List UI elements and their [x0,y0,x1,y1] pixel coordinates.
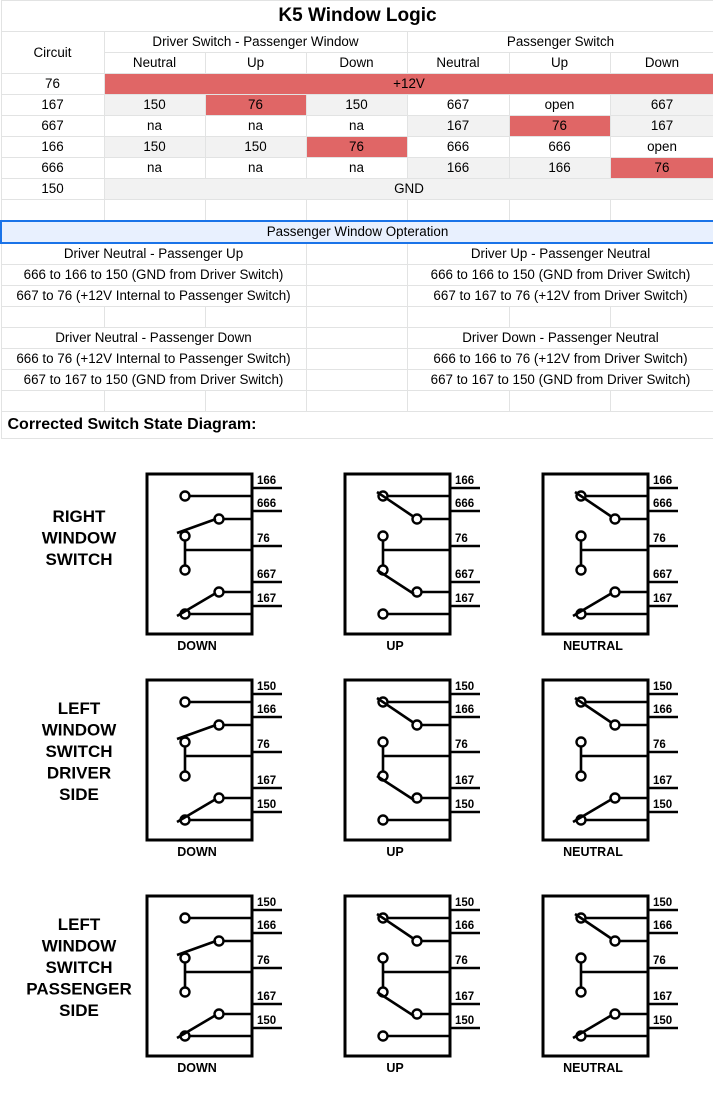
position-header[interactable]: Up [205,53,306,74]
terminal-contact [181,954,190,963]
terminal-label: 666 [257,498,277,510]
op-line[interactable]: 666 to 76 (+12V Internal to Passenger Switch) [1,349,306,370]
terminal-contact [181,566,190,575]
value-cell[interactable]: 76 [306,137,407,158]
terminal-label: 76 [257,955,270,967]
switch-housing [345,896,450,1056]
switch-position-label: DOWN [177,845,217,859]
value-cell[interactable]: 167 [407,116,509,137]
terminal-label: 167 [653,593,673,605]
switch-arm [573,593,612,616]
op-heading[interactable]: Driver Up - Passenger Neutral [407,243,713,265]
row-label-line: WINDOW [41,936,117,956]
empty-cell[interactable] [407,391,509,412]
circuit-header[interactable]: Circuit [1,32,104,74]
empty-cell[interactable] [306,243,407,265]
switch-position-label: NEUTRAL [563,639,623,653]
switch-state-diagram [0,438,713,1095]
terminal-label: 167 [455,775,475,787]
terminal-label: 150 [257,897,277,909]
position-header[interactable]: Neutral [104,53,205,74]
value-cell[interactable]: 667 [610,95,713,116]
empty-cell[interactable] [509,307,610,328]
terminal-label: 76 [455,739,468,751]
merged-cell-gnd[interactable]: GND [104,179,713,200]
terminal-label: 150 [257,1015,277,1027]
op-heading[interactable]: Driver Neutral - Passenger Down [1,328,306,349]
empty-cell[interactable] [306,370,407,391]
value-cell[interactable]: na [205,116,306,137]
value-cell[interactable]: 667 [407,95,509,116]
empty-cell[interactable] [306,265,407,286]
switch-arm [377,570,414,594]
empty-cell[interactable] [509,391,610,412]
terminal-contact [181,698,190,707]
row-label-line: SIDE [59,1001,99,1020]
row-label-line: LEFT [57,915,101,934]
switch-arm [177,941,216,955]
empty-cell[interactable] [1,200,104,222]
switch-arm [573,1015,612,1038]
terminal-label: 167 [257,593,277,605]
terminal-contact [577,772,586,781]
empty-cell[interactable] [306,349,407,370]
terminal-label: 76 [653,739,666,751]
terminal-contact [577,988,586,997]
sheet-title[interactable]: K5 Window Logic [1,1,713,32]
terminal-contact [379,610,388,619]
value-cell[interactable]: na [306,158,407,179]
row-label-line: LEFT [57,699,101,718]
value-cell[interactable]: 150 [205,137,306,158]
position-header[interactable]: Neutral [407,53,509,74]
switch-position-label: DOWN [177,639,217,653]
switch-arm [177,519,216,533]
empty-cell[interactable] [306,307,407,328]
row-label-line: RIGHT [52,507,106,526]
value-cell[interactable]: na [306,116,407,137]
value-cell[interactable]: na [205,158,306,179]
switch-arm [177,725,216,739]
switch-housing [543,896,648,1056]
value-cell[interactable]: open [610,137,713,158]
terminal-label: 666 [653,498,673,510]
terminal-label: 76 [257,739,270,751]
terminal-contact [577,566,586,575]
terminal-contact [379,816,388,825]
terminal-label: 167 [257,775,277,787]
terminal-label: 167 [653,775,673,787]
terminal-label: 150 [455,799,475,811]
row-label-line: SWITCH [45,550,113,569]
empty-cell[interactable] [205,391,306,412]
switch-housing [345,474,450,634]
value-cell[interactable]: 76 [610,158,713,179]
empty-cell[interactable] [205,307,306,328]
table-row [1,137,713,158]
switch-arm [377,992,414,1016]
circuit-cell[interactable]: 166 [1,137,104,158]
table-row [1,116,713,137]
terminal-contact [181,772,190,781]
empty-cell[interactable] [306,328,407,349]
empty-cell[interactable] [306,391,407,412]
operation-title-cell[interactable]: Passenger Window Opteration [1,221,713,243]
terminal-contact [181,532,190,541]
switch-arm [573,799,612,822]
terminal-label: 76 [653,533,666,545]
value-cell[interactable]: 76 [205,95,306,116]
empty-cell[interactable] [1,391,104,412]
terminal-label: 166 [653,475,673,487]
terminal-contact [611,588,620,597]
switch-arm [177,593,216,616]
op-line[interactable]: 667 to 167 to 76 (+12V from Driver Switch) [407,286,713,307]
switch-position-label: UP [386,639,404,653]
terminal-label: 150 [653,799,673,811]
terminal-contact [379,954,388,963]
switch-arm [377,776,414,800]
terminal-contact [413,1010,422,1019]
value-cell[interactable]: 666 [407,137,509,158]
circuit-cell[interactable]: 667 [1,116,104,137]
terminal-contact [413,794,422,803]
value-cell[interactable]: 666 [509,137,610,158]
terminal-label: 667 [455,569,475,581]
switch-housing [147,680,252,840]
terminal-label: 166 [257,704,277,716]
terminal-label: 167 [257,991,277,1003]
switch-arm [177,799,216,822]
row-label-line: SWITCH [45,958,113,977]
terminal-label: 166 [653,704,673,716]
terminal-label: 667 [653,569,673,581]
terminal-label: 150 [455,1015,475,1027]
position-header[interactable]: Up [509,53,610,74]
empty-cell[interactable] [104,391,205,412]
terminal-label: 150 [257,681,277,693]
position-header[interactable]: Down [610,53,713,74]
value-cell[interactable]: 167 [610,116,713,137]
terminal-label: 166 [455,475,475,487]
terminal-label: 150 [455,897,475,909]
switch-position-label: UP [386,1061,404,1075]
row-label-line: DRIVER [46,763,112,783]
terminal-contact [379,738,388,747]
table-row [1,179,713,200]
terminal-contact [215,794,224,803]
terminal-contact [577,954,586,963]
terminal-label: 166 [257,920,277,932]
diagram-heading[interactable]: Corrected Switch State Diagram: [1,412,713,439]
empty-cell[interactable] [610,200,713,222]
op-heading[interactable]: Driver Down - Passenger Neutral [407,328,713,349]
empty-cell[interactable] [407,307,509,328]
op-line[interactable]: 667 to 167 to 150 (GND from Driver Switch) [1,370,306,391]
terminal-contact [379,1032,388,1041]
value-cell[interactable]: 76 [509,116,610,137]
empty-cell[interactable] [306,286,407,307]
switch-housing [543,680,648,840]
switch-position-label: UP [386,845,404,859]
value-cell[interactable]: na [104,158,205,179]
terminal-contact [181,738,190,747]
terminal-label: 667 [257,569,277,581]
op-line[interactable]: 666 to 166 to 150 (GND from Driver Switch) [407,265,713,286]
switch-position-label: DOWN [177,1061,217,1075]
position-header[interactable]: Down [306,53,407,74]
terminal-label: 150 [257,799,277,811]
circuit-cell[interactable]: 167 [1,95,104,116]
table-row [1,95,713,116]
row-label-line: SIDE [59,785,99,804]
value-cell[interactable]: open [509,95,610,116]
group-header-driver[interactable]: Driver Switch - Passenger Window [104,32,407,53]
empty-cell[interactable] [104,200,205,222]
terminal-label: 167 [455,991,475,1003]
terminal-label: 167 [455,593,475,605]
terminal-contact [181,988,190,997]
terminal-label: 76 [653,955,666,967]
terminal-label: 150 [653,1015,673,1027]
merged-cell-12v[interactable]: +12V [104,74,713,95]
terminal-contact [379,532,388,541]
terminal-contact [215,1010,224,1019]
terminal-label: 150 [653,897,673,909]
switch-housing [147,474,252,634]
empty-cell[interactable] [407,200,509,222]
circuit-cell[interactable]: 150 [1,179,104,200]
empty-cell[interactable] [205,200,306,222]
terminal-label: 167 [653,991,673,1003]
empty-cell[interactable] [610,307,713,328]
terminal-label: 150 [653,681,673,693]
circuit-cell[interactable]: 76 [1,74,104,95]
op-line[interactable]: 666 to 166 to 150 (GND from Driver Switch) [1,265,306,286]
value-cell[interactable]: 166 [407,158,509,179]
empty-cell[interactable] [306,200,407,222]
value-cell[interactable]: 150 [104,137,205,158]
empty-cell[interactable] [104,307,205,328]
switch-housing [345,680,450,840]
value-cell[interactable]: 150 [306,95,407,116]
value-cell[interactable]: 166 [509,158,610,179]
switch-position-label: NEUTRAL [563,845,623,859]
row-label-line: PASSENGER [26,979,132,999]
terminal-contact [577,532,586,541]
group-header-passenger[interactable]: Passenger Switch [407,32,713,53]
table-row [1,74,713,95]
spreadsheet-grid [0,0,713,439]
row-label-line: WINDOW [41,720,117,740]
terminal-label: 76 [455,533,468,545]
empty-cell[interactable] [509,200,610,222]
switch-arm [177,1015,216,1038]
terminal-contact [181,492,190,501]
table-row [1,158,713,179]
terminal-label: 150 [455,681,475,693]
op-line[interactable]: 667 to 167 to 150 (GND from Driver Switch) [407,370,713,391]
terminal-label: 166 [455,704,475,716]
empty-cell[interactable] [610,391,713,412]
terminal-contact [611,794,620,803]
circuit-cell[interactable]: 666 [1,158,104,179]
op-heading[interactable]: Driver Neutral - Passenger Up [1,243,306,265]
terminal-label: 166 [455,920,475,932]
terminal-label: 76 [257,533,270,545]
terminal-label: 666 [455,498,475,510]
value-cell[interactable]: na [104,116,205,137]
terminal-label: 76 [455,955,468,967]
op-line[interactable]: 667 to 76 (+12V Internal to Passenger Switch) [1,286,306,307]
terminal-contact [611,1010,620,1019]
switch-housing [147,896,252,1056]
empty-cell[interactable] [1,307,104,328]
row-label-line: WINDOW [41,528,117,548]
value-cell[interactable]: 150 [104,95,205,116]
switch-housing [543,474,648,634]
row-label-line: SWITCH [45,742,113,761]
terminal-contact [413,588,422,597]
terminal-label: 166 [257,475,277,487]
terminal-contact [181,914,190,923]
terminal-label: 166 [653,920,673,932]
switch-position-label: NEUTRAL [563,1061,623,1075]
terminal-contact [577,738,586,747]
terminal-contact [215,588,224,597]
op-line[interactable]: 666 to 166 to 76 (+12V from Driver Switch) [407,349,713,370]
